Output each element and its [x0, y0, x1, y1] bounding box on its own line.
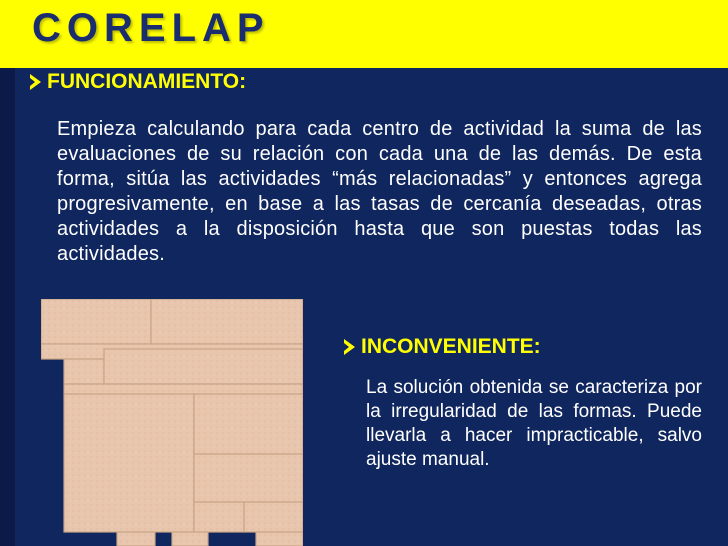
- layout-block: [117, 532, 155, 546]
- layout-block: [194, 394, 303, 454]
- layout-block: [172, 532, 208, 546]
- section-heading-inconveniente: [344, 335, 541, 359]
- funcionamiento-text: Empieza calculando para cada centro de actividad la suma de las evaluaciones de su relación con cada una de las demás. De esta forma, sitúa las actividades “más relacionadas” y entonces agrega progresivamente, en base a las tasas de cercanía deseadas, otras actividades a la disposición hasta que son puestas todas las actividades.: [57, 118, 702, 265]
- layout-block: [244, 502, 303, 532]
- arrow-bullet-icon: [30, 74, 41, 90]
- layout-block: [256, 532, 303, 546]
- slide-title: CORELAP: [32, 6, 270, 50]
- layout-block: [151, 299, 303, 344]
- layout-block: [194, 454, 303, 502]
- section-heading-funcionamiento: [30, 70, 246, 94]
- heading-label: INCONVENIENTE:: [361, 335, 541, 358]
- layout-block: [104, 349, 303, 384]
- layout-block: [41, 299, 151, 344]
- layout-block: [64, 394, 194, 532]
- layout-block: [64, 384, 303, 394]
- arrow-bullet-icon: [344, 339, 355, 355]
- corelap-layout-diagram: [41, 299, 303, 546]
- layout-block: [64, 359, 104, 384]
- heading-label: FUNCIONAMIENTO:: [47, 70, 247, 93]
- inconveniente-text: La solución obtenida se caracteriza por la irregularidad de las formas. Puede llevarla a hacer impracticable, salvo ajuste manual.: [366, 377, 702, 470]
- left-accent-bar: [0, 0, 15, 546]
- layout-block: [194, 502, 244, 532]
